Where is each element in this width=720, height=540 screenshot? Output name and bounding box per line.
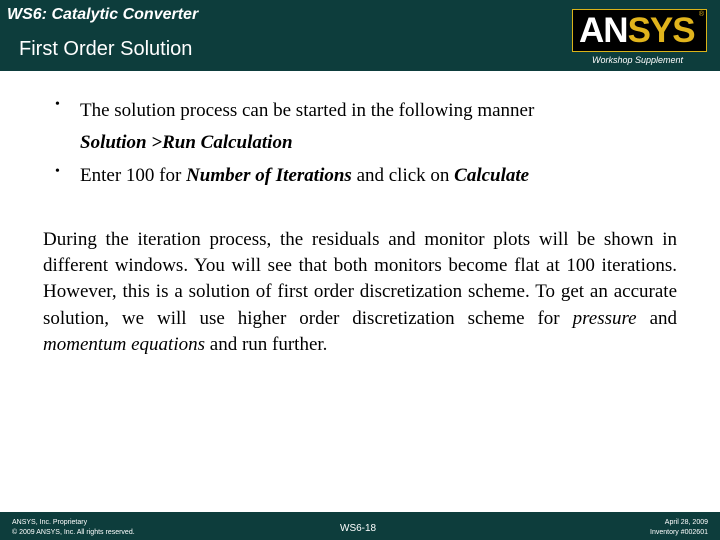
- footer-bar: [0, 512, 720, 540]
- bullet-2-emphasis-iterations: Number of Iterations: [186, 165, 352, 186]
- ansys-logo: [572, 9, 707, 52]
- footer-copyright: [12, 518, 135, 538]
- registered-mark: ®: [698, 11, 704, 18]
- slide-title: First Order Solution: [19, 38, 193, 60]
- footer-date: April 28, 2009: [664, 519, 708, 526]
- bullet-2-part-2: and click on: [351, 165, 455, 186]
- bullet-icon: •: [55, 164, 60, 179]
- logo-text-an: AN: [579, 11, 628, 50]
- logo-wordmark: [579, 12, 695, 50]
- footer-inventory: Inventory #002601: [650, 529, 708, 536]
- paragraph-emphasis-pressure: pressure: [572, 307, 637, 329]
- footer-date-inventory: [650, 518, 708, 538]
- paragraph-emphasis-momentum: momentum equations: [43, 333, 206, 355]
- header-bar: [0, 0, 720, 71]
- bullet-2-part-1: Enter 100 for: [80, 165, 187, 186]
- bullet-1-menu-path: Solution >Run Calculation: [80, 132, 293, 153]
- workshop-supplement-label: Workshop Supplement: [592, 55, 684, 65]
- bullet-2-emphasis-calculate: Calculate: [454, 165, 530, 186]
- paragraph-part-2: and: [636, 307, 677, 329]
- workshop-title: WS6: Catalytic Converter: [7, 6, 199, 23]
- slide-number: WS6-18: [340, 523, 377, 534]
- footer-rights: © 2009 ANSYS, Inc. All rights reserved.: [12, 529, 135, 536]
- paragraph-part-3: and run further.: [205, 333, 328, 355]
- footer-proprietary: ANSYS, Inc. Proprietary: [12, 519, 88, 526]
- bullet-2-text: [80, 165, 529, 187]
- bullet-1-text: The solution process can be started in the following manner: [80, 100, 535, 121]
- logo-text-sys: SYS: [627, 11, 695, 50]
- bullet-icon: •: [55, 97, 60, 112]
- paragraph-part-1: During the iteration process, the residuals and monitor plots will be shown in different windows. You will see that both monitors become flat at 100 iterations. However, this is a solution of first order discretization scheme. To get an accurate solution, we will use higher order discretization scheme for: [43, 229, 677, 329]
- explanation-paragraph: [43, 227, 677, 358]
